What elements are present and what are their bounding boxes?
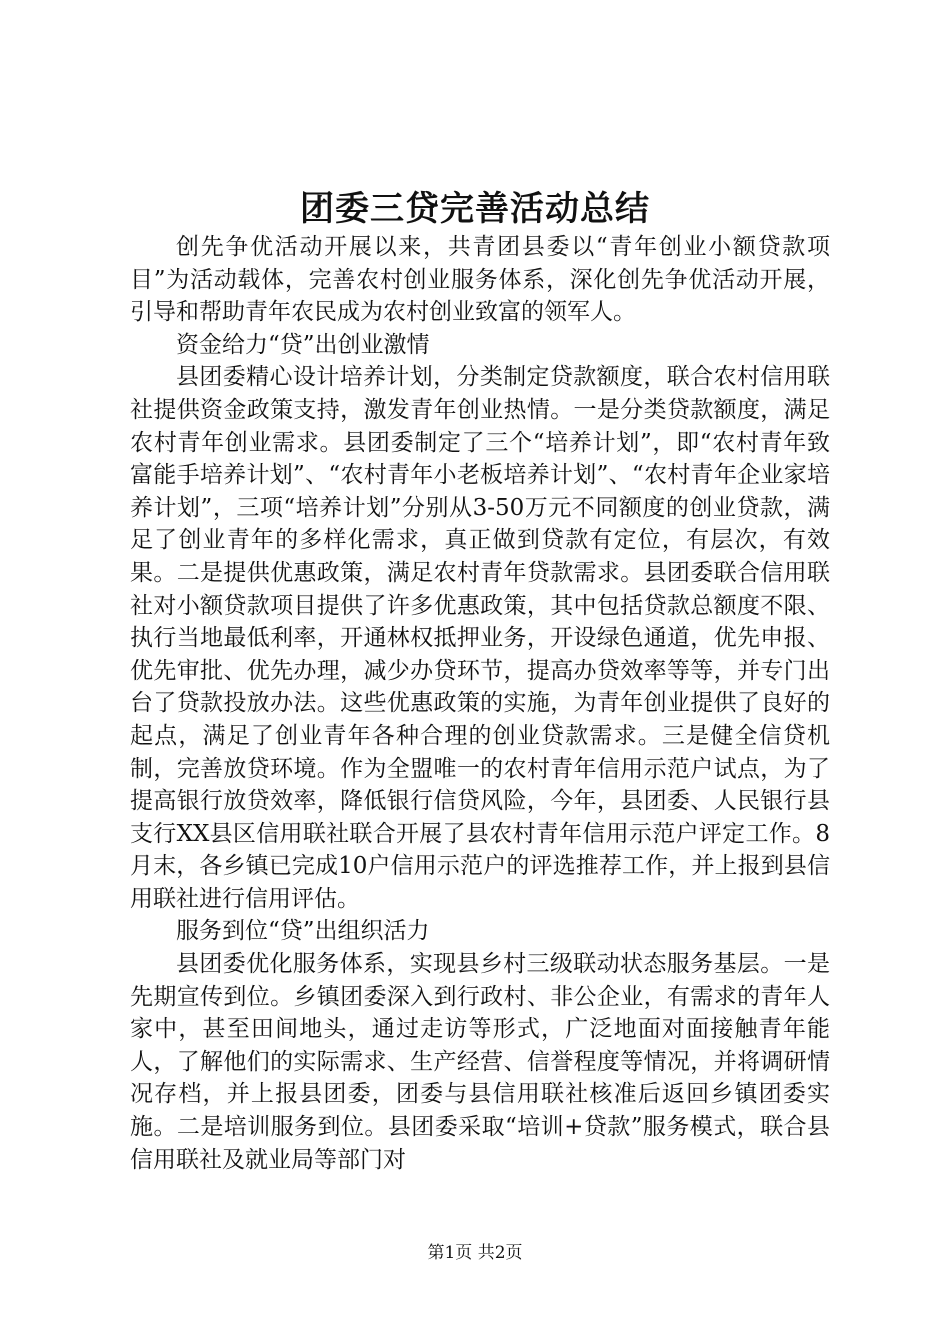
section-heading-service: 服务到位“贷”出组织活力 [176, 918, 430, 945]
paragraph-service: 县团委优化服务体系，实现县乡村三级联动状态服务基层。一是先期宣传到位。乡镇团委深入到行政村、非公企业，有需求的青年人家中，甚至田间地头，通过走访等形式，广泛地面对面接触青年能人，了解他们的实际需求、生产经营、信誉程度等情况，并将调研情况存档，并上报县团委，团委与县信用联社核准后返回乡镇团委实施。二是培训服务到位。县团委采取“培训+贷款”服务模式，联合县信用联社及就业局等部门对 [130, 951, 830, 1173]
paragraph-funding: 县团委精心设计培养计划，分类制定贷款额度，联合农村信用联社提供资金政策支持，激发青年创业热情。一是分类贷款额度，满足农村青年创业需求。县团委制定了三个“培养计划”，即“农村青年致富能手培养计划”、“农村青年小老板培养计划”、“农村青年企业家培养计划”，三项“培养计划”分别从3-50万元不同额度的创业贷款，满足了创业青年的多样化需求，真正做到贷款有定位，有层次，有效果。二是提供优惠政策，满足农村青年贷款需求。县团委联合信用联社对小额贷款项目提供了许多优惠政策，其中包括贷款总额度不限、执行当地最低利率，开通林权抵押业务，开设绿色通道，优先申报、优先审批、优先办理，减少办贷环节，提高办贷效率等等，并专门出台了贷款投放办法。这些优惠政策的实施，为青年创业提供了良好的起点，满足了创业青年各种合理的创业贷款需求。三是健全信贷机制，完善放贷环境。作为全盟唯一的农村青年信用示范户试点，为了提高银行放贷效率，降低银行信贷风险，今年，县团委、人民银行县支行XX县区信用联社联合开展了县农村青年信用示范户评定工作。8月末，各乡镇已完成10户信用示范户的评选推荐工作，并上报到县信用联社进行信用评估。 [130, 364, 830, 912]
document-body [130, 231, 830, 1176]
page-number-footer: 第1页 共2页 [427, 1243, 523, 1263]
section-heading-funding: 资金给力“贷”出创业激情 [176, 331, 430, 358]
document-title: 团委三贷完善活动总结 [300, 189, 650, 229]
paragraph-intro: 创先争优活动开展以来，共青团县委以“青年创业小额贷款项目”为活动载体，完善农村创业服务体系，深化创先争优活动开展，引导和帮助青年农民成为农村创业致富的领军人。 [130, 234, 830, 326]
